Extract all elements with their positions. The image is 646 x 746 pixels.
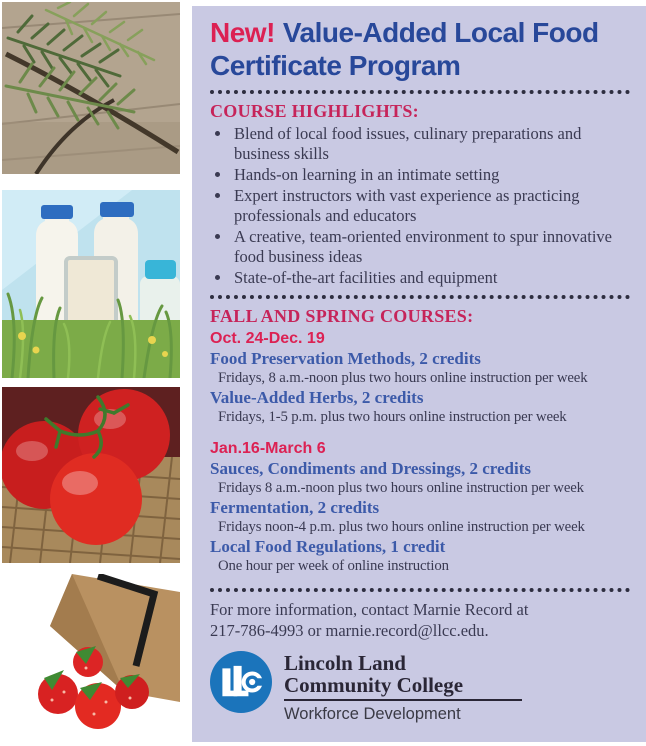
title-line-1 [210,16,630,49]
list-item: • A creative, team-oriented environment to spur innovative food business ideas [232,227,630,267]
title-line1-text: Value-Added Local Food [282,17,599,48]
title-line-2: Certificate Program [210,50,461,81]
session-dates: Jan.16-March 6 [210,440,326,457]
rosemary-herbs-image [2,2,180,174]
college-name-line-1: Lincoln Land [284,651,406,675]
course-detail: Fridays, 1-5 p.m. plus two hours online instruction per week [218,409,567,425]
course-name: Value-Added Herbs, 2 credits [210,388,424,407]
course-name: Sauces, Condiments and Dressings, 2 credits [210,459,531,478]
spring-session [210,439,630,576]
contact-info [210,599,630,641]
dotted-divider-2 [210,295,630,299]
division-name: Workforce Development [284,705,461,723]
llcc-logo-block [210,651,630,724]
course-detail: One hour per week of online instruction [218,558,449,574]
milk-bottles-image [2,190,180,378]
courses-heading: FALL AND SPRING COURSES: [210,306,474,326]
rosemary-photo [2,2,180,174]
dotted-divider-1 [210,90,630,94]
tomatoes-photo [2,387,180,563]
contact-line-1: For more information, contact Marnie Record at [210,600,529,619]
course-name: Local Food Regulations, 1 credit [210,537,446,556]
contact-line-2: 217-786-4993 or marnie.record@llcc.edu. [210,621,489,640]
title-new-flag: New! [210,17,275,48]
logo-divider-line [284,699,522,701]
content-panel [192,6,646,742]
highlights-heading: COURSE HIGHLIGHTS: [210,101,419,121]
list-item: • Expert instructors with vast experience as practicing professionals and educators [232,186,630,226]
list-item: • Hands-on learning in an intimate setting [232,165,630,185]
fall-session [210,329,630,427]
strawberries-photo [2,574,180,746]
college-name-line-2: Community College [284,673,464,697]
course-detail: Fridays 8 a.m.-noon plus two hours online instruction per week [218,480,584,496]
list-item: • State-of-the-art facilities and equipment [232,268,630,288]
llcc-logo-icon [210,651,272,713]
page-title [210,16,630,82]
course-name: Food Preservation Methods, 2 credits [210,349,481,368]
dotted-divider-3 [210,588,630,592]
course-name: Fermentation, 2 credits [210,498,380,517]
tomatoes-image [2,387,180,563]
list-item: • Blend of local food issues, culinary preparations and business skills [232,124,630,164]
strawberries-bag-image [2,574,180,746]
highlights-list [210,124,630,288]
course-detail: Fridays, 8 a.m.-noon plus two hours online instruction per week [218,370,588,386]
course-detail: Fridays noon-4 p.m. plus two hours online instruction per week [218,519,585,535]
llcc-logo-text [284,651,522,724]
session-dates: Oct. 24-Dec. 19 [210,330,325,347]
milk-photo [2,190,180,378]
